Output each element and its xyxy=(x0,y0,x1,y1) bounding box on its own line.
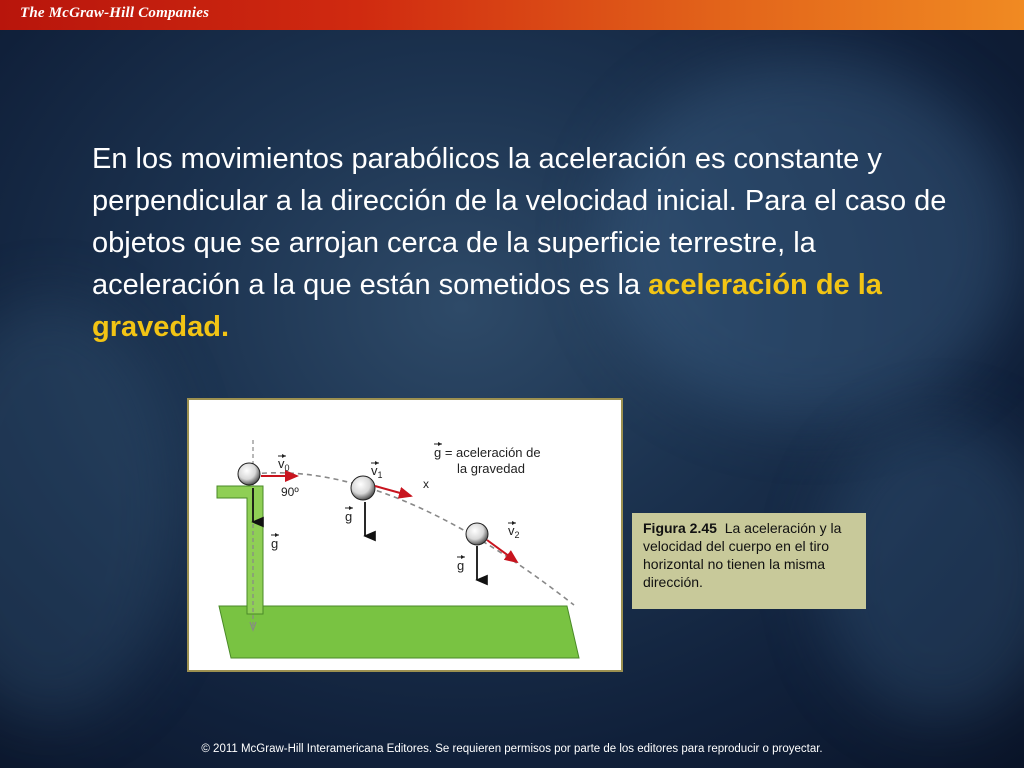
header-bar xyxy=(0,0,1024,30)
brand-logo: The McGraw-Hill Companies xyxy=(20,5,210,21)
caption-label: Figura 2.45 xyxy=(643,520,717,536)
v1-label: $v_1$ xyxy=(371,463,383,480)
g-label-0: g xyxy=(271,536,279,551)
velocity-arrow-v2 xyxy=(487,540,517,562)
slide-body-text xyxy=(92,138,962,348)
ground-plane xyxy=(219,606,579,658)
x-axis-label: x xyxy=(423,477,429,491)
figure-diagram xyxy=(187,398,623,672)
copyright-footer: © 2011 McGraw-Hill Interamericana Editores. Se requieren permisos por parte de los editores para reproducir o proyectar. xyxy=(201,743,823,755)
caption-text: La aceleración y la velocidad del cuerpo en el tiro horizontal no tienen la misma dirección. xyxy=(643,520,842,590)
angle-label: 90º xyxy=(281,485,299,499)
ball-1 xyxy=(351,476,375,500)
g-label-1: g xyxy=(345,509,353,524)
launch-platform xyxy=(217,486,263,614)
gravity-legend: g = aceleración de xyxy=(434,445,541,460)
projectile-diagram xyxy=(189,400,621,670)
g-label-2: g xyxy=(457,558,465,573)
figure-caption xyxy=(632,513,866,609)
trajectory-curve xyxy=(253,473,574,605)
ball-2 xyxy=(466,523,488,545)
body-text-main: En los movimientos parabólicos la aceleración es constante y perpendicular a la dirección de la velocidad inicial. Para el caso de objetos que se arrojan cerca de la superficie terrestre, la aceleración a la que están sometidos es la xyxy=(92,143,947,301)
gravity-legend-line2: la gravedad xyxy=(457,461,525,476)
ball-0 xyxy=(238,463,260,485)
body-text-highlight: aceleración de la gravedad. xyxy=(92,269,882,343)
v0-label: $v_0$ xyxy=(278,456,290,473)
background-glow xyxy=(0,300,180,720)
v2-label: $v_2$ xyxy=(508,523,520,540)
